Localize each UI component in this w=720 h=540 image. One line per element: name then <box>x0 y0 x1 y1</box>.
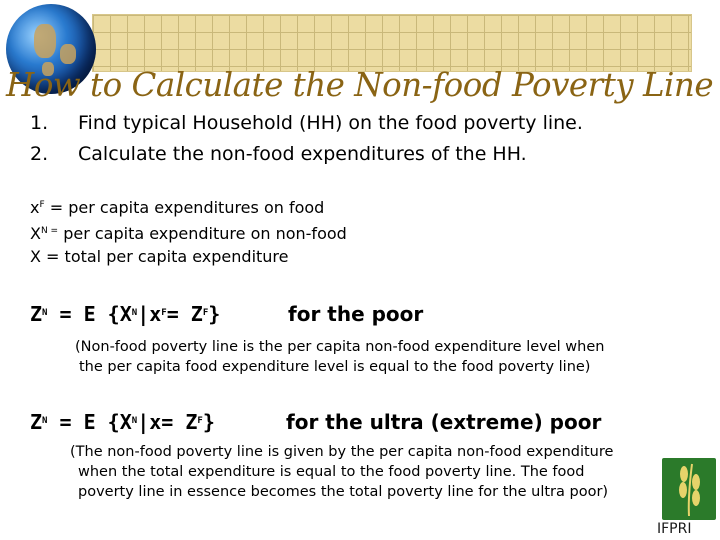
step-text: Find typical Household (HH) on the food poverty line. <box>78 112 583 134</box>
definition-food: $x^F$ = per capita expenditures on food <box>30 198 325 217</box>
definitions <box>30 194 347 269</box>
formula-ultra-poor-note: (The non-food poverty line is given by the per capita non-food expenditure when the total expenditure is equal to the food poverty line. The food poverty line in essence becomes the total poverty line for the ultra poor) <box>70 444 614 500</box>
list-item <box>30 108 583 139</box>
step-number: 2. <box>30 143 49 165</box>
ifpri-logo-icon <box>662 458 716 520</box>
formula-poor: $Z^N = E$ $\{X^N|x^F= Z^F\}$ <box>30 302 221 326</box>
definition-nonfood: $X^{N =}$ per capita expenditure on non-food <box>30 223 347 243</box>
formula-poor-label: for the poor <box>288 302 424 326</box>
list-item <box>30 139 583 170</box>
step-text: Calculate the non-food expenditures of the HH. <box>78 143 527 165</box>
formula-ultra-poor: $Z^N = E$ $\{X^N|x= Z^F\}$ <box>30 410 215 434</box>
definition-total: X = total per capita expenditure <box>30 247 289 266</box>
formula-poor-note: (Non-food poverty line is the per capita non-food expenditure level when the per capita food expenditure level is equal to the food poverty line) <box>75 339 605 375</box>
page-title: How to Calculate the Non-food Poverty Line <box>6 66 714 104</box>
wheat-icon <box>662 458 716 520</box>
steps-list <box>30 108 583 170</box>
header-banner-map <box>92 14 692 72</box>
step-number: 1. <box>30 112 49 134</box>
ifpri-logo-text: IFPRI <box>657 521 692 537</box>
formula-ultra-poor-label: for the ultra (extreme) poor <box>286 410 602 434</box>
